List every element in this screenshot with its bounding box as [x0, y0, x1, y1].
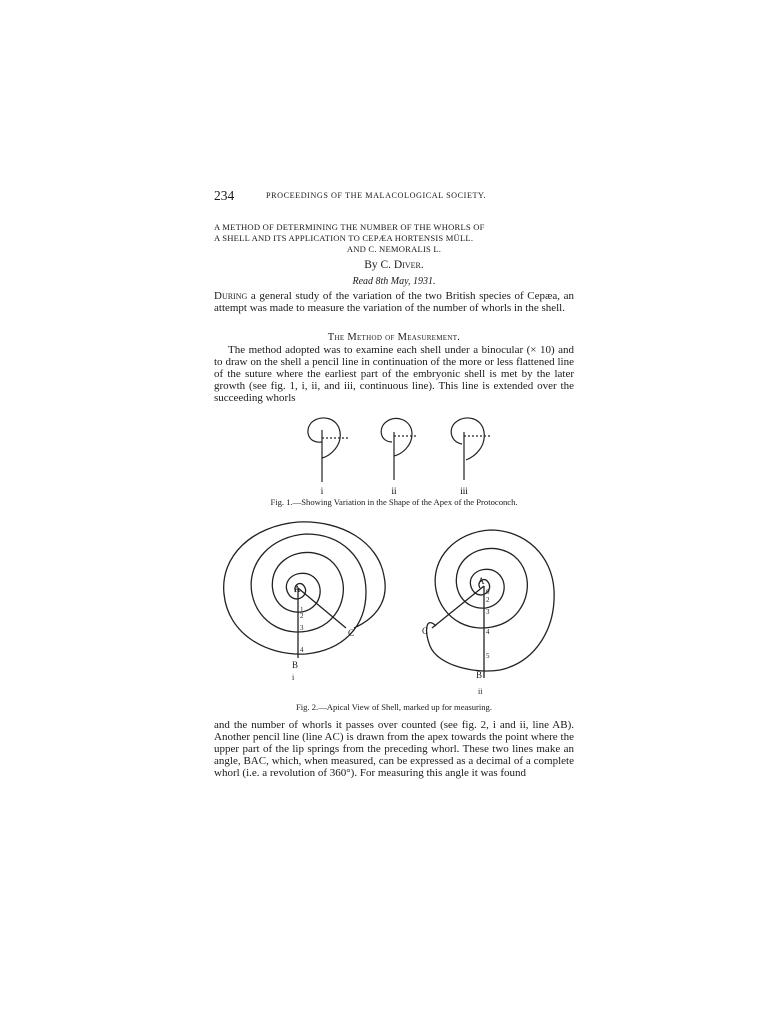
title-line-2: A SHELL AND ITS APPLICATION TO CEPÆA HORTENSIS MÜLL. — [214, 233, 474, 243]
label-3-i: 3 — [300, 624, 304, 632]
label-5-ii: 5 — [486, 652, 490, 660]
fig1-label-iii: iii — [460, 486, 468, 496]
section-heading: The Method of Measurement. — [327, 332, 461, 343]
label-A-ii: A — [478, 576, 485, 586]
article-title — [214, 222, 574, 255]
label-3-ii: 3 — [486, 608, 490, 616]
label-0-ii: 0 — [486, 588, 490, 596]
label-1-i: 1 — [300, 606, 304, 614]
dropcap-word: During — [214, 290, 248, 302]
protoconch-i — [308, 418, 350, 482]
protoconch-iii — [451, 418, 490, 480]
shell-diagram-i — [224, 522, 386, 658]
figure-1 — [288, 412, 508, 498]
protoconch-ii — [381, 418, 418, 480]
figure-1-caption: Fig. 1.—Showing Variation in the Shape of the Apex of the Protoconch. — [270, 497, 518, 507]
running-title: PROCEEDINGS OF THE MALACOLOGICAL SOCIETY. — [266, 191, 487, 200]
label-4-i: 4 — [300, 646, 304, 654]
label-B-i: B — [292, 660, 299, 670]
fig1-label-i: i — [320, 486, 324, 496]
label-C-ii: C — [422, 626, 429, 636]
label-2-ii: 2 — [486, 596, 490, 604]
fig1-label-ii: ii — [391, 486, 397, 496]
label-2-i: 2 — [300, 612, 304, 620]
byline — [214, 259, 574, 271]
label-4-ii: 4 — [486, 628, 490, 636]
read-date: Read 8th May, 1931. — [352, 276, 436, 287]
intro-text: a general study of the variation of the two British species of Cepæa, an attempt was made to measure the variation of the number of whorls in the shell. — [214, 290, 574, 314]
continuation-paragraph: and the number of whorls it passes over counted (see fig. 2, i and ii, line AB). Another pencil line (line AC) is drawn from the apex towards the point where the upper part of the lip springs from the preceding whorl. These two lines make an angle, BAC, which, when measured, can be expressed as a decimal of a complete whorl (i.e. a revolution of 360°). For measuring this angle it was found — [214, 719, 574, 779]
method-paragraph: The method adopted was to examine each shell under a binocular (× 10) and to draw on the shell a pencil line in continuation of the more or less flattened line of the suture where the earliest part of the embryonic shell is met by the later growth (see fig. 1, i, ii, and iii, continuous line). This line is extended over the succeeding whorls — [214, 344, 574, 404]
title-line-3: AND C. NEMORALIS L. — [346, 244, 442, 254]
byline-prefix: By C. — [364, 259, 392, 271]
intro-paragraph — [214, 291, 574, 315]
fig2-label-i: i — [292, 673, 295, 682]
label-C-i: C — [348, 628, 355, 638]
title-line-1: A METHOD OF DETERMINING THE NUMBER OF THE WHORLS OF — [214, 222, 485, 232]
label-A-i: A — [294, 584, 301, 594]
figure-2 — [214, 516, 574, 696]
running-header — [214, 188, 574, 204]
shell-diagram-ii — [427, 530, 555, 678]
page-number: 234 — [214, 188, 235, 203]
author-name: Diver. — [393, 259, 424, 271]
figure-2-caption: Fig. 2.—Apical View of Shell, marked up for measuring. — [296, 702, 492, 712]
label-B-ii: B — [476, 670, 483, 680]
fig2-label-ii: ii — [478, 687, 483, 696]
